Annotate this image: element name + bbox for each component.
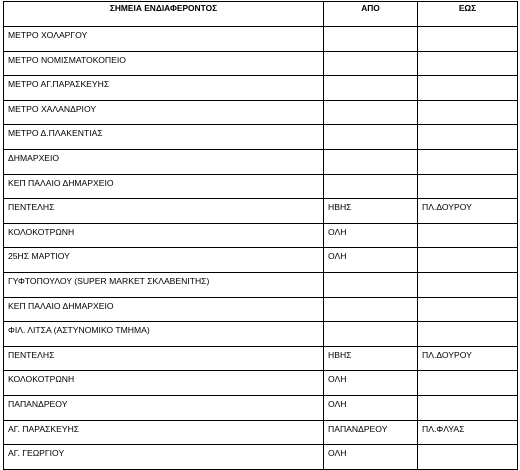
point-cell: ΑΓ. ΓΕΩΡΓΙΟΥ [4,445,324,470]
point-cell: ΓΥΦΤΟΠΟΥΛΟΥ (SUPER MARKET ΣΚΛΑΒΕΝΙΤΗΣ) [4,272,324,297]
to-cell [418,272,518,297]
point-cell: ΜΕΤΡΟ ΧΟΛΑΡΓΟΥ [4,27,324,52]
point-cell: ΚΟΛΟΚΟΤΡΩΝΗ [4,223,324,248]
from-cell [324,51,418,76]
table-row [4,125,518,150]
from-cell: ΟΛΗ [324,223,418,248]
to-cell [418,100,518,125]
from-cell [324,76,418,101]
point-cell: ΜΕΤΡΟ ΝΟΜΙΣΜΑΤΟΚΟΠΕΙΟ [4,51,324,76]
from-cell [324,100,418,125]
to-cell [418,125,518,150]
point-cell: ΑΓ. ΠΑΡΑΣΚΕΥΗΣ [4,420,324,445]
table-row [4,420,518,445]
table-header [4,2,518,27]
point-cell: 25ΗΣ ΜΑΡΤΙΟΥ [4,248,324,273]
table-row [4,322,518,347]
point-cell: ΠΕΝΤΕΛΗΣ [4,199,324,224]
to-cell [418,223,518,248]
from-cell: ΗΒΗΣ [324,346,418,371]
to-cell [418,371,518,396]
from-cell [324,322,418,347]
to-cell [418,51,518,76]
from-cell [324,125,418,150]
to-cell [418,174,518,199]
from-cell: ΗΒΗΣ [324,199,418,224]
table-row [4,27,518,52]
point-cell: ΠΕΝΤΕΛΗΣ [4,346,324,371]
header-to: ΕΩΣ [418,2,518,27]
to-cell [418,27,518,52]
header-from: ΑΠΟ [324,2,418,27]
to-cell [418,445,518,470]
header-points-of-interest: ΣΗΜΕΙΑ ΕΝΔΙΑΦΕΡΟΝΤΟΣ [4,2,324,27]
from-cell: ΟΛΗ [324,371,418,396]
from-cell [324,149,418,174]
from-cell [324,174,418,199]
point-cell: ΚΕΠ ΠΑΛΑΙΟ ΔΗΜΑΡΧΕΙΟ [4,297,324,322]
table-row [4,297,518,322]
point-cell: ΚΕΠ ΠΑΛΑΙΟ ΔΗΜΑΡΧΕΙΟ [4,174,324,199]
table-row [4,76,518,101]
table-row [4,346,518,371]
table-row [4,223,518,248]
point-cell: ΜΕΤΡΟ ΧΑΛΑΝΔΡΙΟΥ [4,100,324,125]
table-row [4,272,518,297]
table-row [4,51,518,76]
table-row [4,445,518,470]
to-cell: ΠΛ.ΔΟΥΡΟΥ [418,199,518,224]
to-cell [418,322,518,347]
header-row [4,2,518,27]
point-cell: ΔΗΜΑΡΧΕΙΟ [4,149,324,174]
to-cell [418,76,518,101]
from-cell: ΟΛΗ [324,248,418,273]
from-cell: ΟΛΗ [324,445,418,470]
to-cell [418,248,518,273]
to-cell [418,395,518,420]
table-row [4,100,518,125]
table-row [4,149,518,174]
point-cell: ΠΑΠΑΝΔΡΕΟΥ [4,395,324,420]
from-cell [324,297,418,322]
point-cell: ΜΕΤΡΟ ΑΓ.ΠΑΡΑΣΚΕΥΗΣ [4,76,324,101]
table-row [4,248,518,273]
table-row [4,174,518,199]
table-row [4,395,518,420]
point-cell: ΦΙΛ. ΛΙΤΣΑ (ΑΣΤΥΝΟΜΙΚΟ ΤΜΗΜΑ) [4,322,324,347]
to-cell: ΠΛ.ΔΟΥΡΟΥ [418,346,518,371]
table-row [4,199,518,224]
from-cell: ΟΛΗ [324,395,418,420]
from-cell [324,27,418,52]
table-row [4,371,518,396]
from-cell: ΠΑΠΑΝΔΡΕΟΥ [324,420,418,445]
to-cell [418,297,518,322]
point-cell: ΜΕΤΡΟ Δ.ΠΛΑΚΕΝΤΙΑΣ [4,125,324,150]
point-cell: ΚΟΛΟΚΟΤΡΩΝΗ [4,371,324,396]
points-of-interest-table [3,1,518,470]
from-cell [324,272,418,297]
to-cell: ΠΛ.ΦΛΥΑΣ [418,420,518,445]
to-cell [418,149,518,174]
table-body [4,27,518,470]
